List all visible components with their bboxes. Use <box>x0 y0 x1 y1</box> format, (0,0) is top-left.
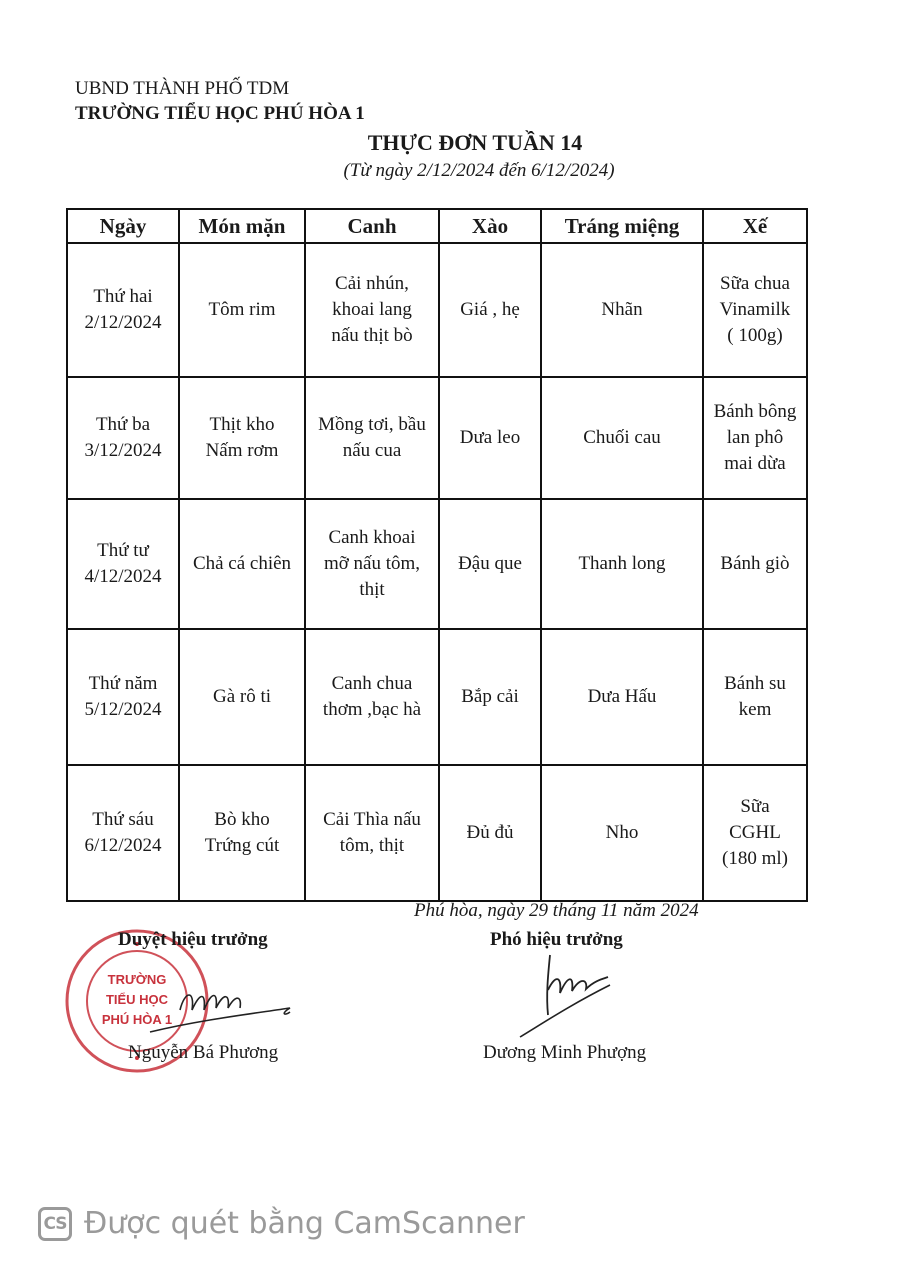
vice-principal-title: Phó hiệu trưởng <box>490 929 623 950</box>
camscanner-watermark <box>38 1206 525 1241</box>
header-stir-fry: Xào <box>439 209 541 243</box>
principal-signature <box>140 970 310 1040</box>
menu-table <box>66 208 808 902</box>
cell-dessert: Thanh long <box>541 499 703 629</box>
watermark-text: Được quét bằng CamScanner <box>84 1206 525 1241</box>
table-row <box>67 629 807 765</box>
cell-snack: Sữa CGHL (180 ml) <box>703 765 807 901</box>
cell-soup: Cải Thìa nấu tôm, thịt <box>305 765 439 901</box>
cell-stir-fry: Đậu que <box>439 499 541 629</box>
cell-stir-fry: Dưa leo <box>439 377 541 499</box>
cell-day: Thứ hai 2/12/2024 <box>67 243 179 377</box>
table-header-row <box>67 209 807 243</box>
cell-soup: Cải nhún, khoai lang nấu thịt bò <box>305 243 439 377</box>
stamp-line-1: TRƯỜNG <box>107 972 167 987</box>
camscanner-icon: CS <box>38 1207 72 1241</box>
cell-dessert: Nhãn <box>541 243 703 377</box>
header-snack: Xế <box>703 209 807 243</box>
cell-snack: Bánh su kem <box>703 629 807 765</box>
header-main-dish: Món mặn <box>179 209 305 243</box>
cell-stir-fry: Đủ đủ <box>439 765 541 901</box>
stamp-line-2: TIỂU HỌC <box>105 992 169 1007</box>
table-row <box>67 765 807 901</box>
authority-line: UBND THÀNH PHỐ TDM <box>75 78 290 99</box>
cell-snack: Sữa chua Vinamilk ( 100g) <box>703 243 807 377</box>
cell-day: Thứ sáu 6/12/2024 <box>67 765 179 901</box>
cell-main-dish: Tôm rim <box>179 243 305 377</box>
cell-snack: Bánh giò <box>703 499 807 629</box>
approver-title: Duyệt hiệu trưởng <box>118 929 268 950</box>
table-row <box>67 377 807 499</box>
cell-snack: Bánh bông lan phô mai dừa <box>703 377 807 499</box>
page-title: THỰC ĐƠN TUẦN 14 <box>367 130 583 155</box>
cell-dessert: Dưa Hấu <box>541 629 703 765</box>
vice-principal-name: Dương Minh Phượng <box>483 1042 647 1063</box>
cell-soup: Mồng tơi, bầu nấu cua <box>305 377 439 499</box>
cell-dessert: Chuối cau <box>541 377 703 499</box>
cell-main-dish: Bò kho Trứng cút <box>179 765 305 901</box>
cell-main-dish: Chả cá chiên <box>179 499 305 629</box>
date-range-subtitle: (Từ ngày 2/12/2024 đến 6/12/2024) <box>343 160 615 181</box>
header-day: Ngày <box>67 209 179 243</box>
table-row <box>67 243 807 377</box>
school-name: TRƯỜNG TIỂU HỌC PHÚ HÒA 1 <box>75 103 365 124</box>
cell-stir-fry: Bắp cải <box>439 629 541 765</box>
header-dessert: Tráng miệng <box>541 209 703 243</box>
cell-stir-fry: Giá , hẹ <box>439 243 541 377</box>
cell-main-dish: Thịt kho Nấm rơm <box>179 377 305 499</box>
table-row <box>67 499 807 629</box>
header-soup: Canh <box>305 209 439 243</box>
principal-name: Nguyễn Bá Phương <box>128 1042 279 1063</box>
cell-day: Thứ tư 4/12/2024 <box>67 499 179 629</box>
cell-day: Thứ ba 3/12/2024 <box>67 377 179 499</box>
stamp-line-3: PHÚ HÒA 1 <box>101 1012 173 1027</box>
cell-dessert: Nho <box>541 765 703 901</box>
cell-soup: Canh khoai mỡ nấu tôm, thịt <box>305 499 439 629</box>
cell-main-dish: Gà rô ti <box>179 629 305 765</box>
cell-day: Thứ năm 5/12/2024 <box>67 629 179 765</box>
cell-soup: Canh chua thơm ,bạc hà <box>305 629 439 765</box>
signing-date-line: Phú hòa, ngày 29 tháng 11 năm 2024 <box>414 900 699 921</box>
vice-principal-signature <box>510 945 640 1045</box>
